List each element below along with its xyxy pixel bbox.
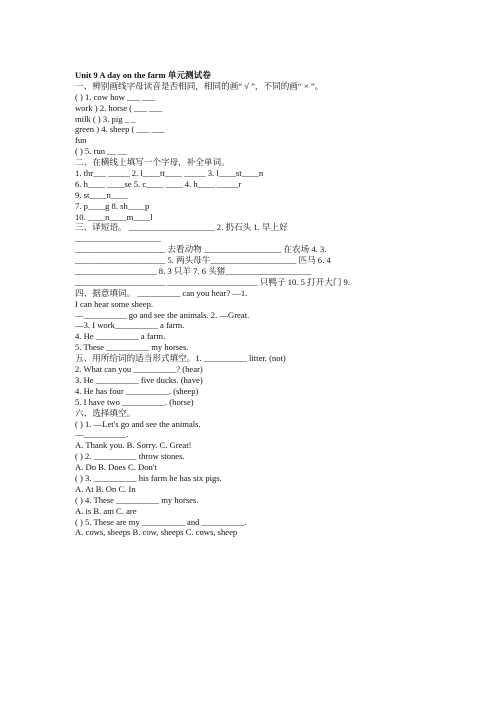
s1-question-2: work ) 2. horse ( ___ ___ xyxy=(75,102,163,113)
s2-row-4: 7. p____g 8. sh____p xyxy=(75,200,150,211)
s5-row-5: 5. I have two __________. (horse) xyxy=(75,396,194,407)
worksheet-content xyxy=(75,70,420,538)
s4-row-3: —3. I work__________ a farm. xyxy=(75,320,185,331)
s4-row-1: I can hear some sheep. xyxy=(75,298,154,309)
s3-row-3: _____________________ 5. 两头母牛____________________ 匹马 6. 4 xyxy=(75,255,331,266)
s6-q5-options: A. cows, sheeps B. cow, sheeps C. cows, sheep xyxy=(75,527,238,538)
worksheet-title: Unit 9 A day on the farm 单元测试卷 xyxy=(75,70,211,80)
s2-row-5: 10. ____n____m____l xyxy=(75,211,153,222)
s2-row-2: 6. h____ ____se 5. c____ ____ 4. h____ _____r xyxy=(75,178,242,189)
section-3-heading: 三、译短语。 ____________________ 2. 扔石头 1. 早上好 xyxy=(75,222,288,233)
s6-q2-options: A. Do B. Does C. Don't xyxy=(75,462,157,473)
s1-question-5: ( ) 5. run __ __ xyxy=(75,146,127,157)
s1-question-3: milk ( ) 3. pig _ _ xyxy=(75,113,136,124)
s6-q2: ( ) 2. __________ throw stones. xyxy=(75,451,185,462)
s3-row-2: _____________________ 去看动物 __________________ 在农场 4. 3. xyxy=(75,244,327,255)
s2-row-1: 1. thr___ _____ 2. l____tt____ _____ 3. l____st____n xyxy=(75,168,264,179)
s1-word-fun: fun xyxy=(75,135,87,146)
s6-q4-options: A. is B. am C. are xyxy=(75,505,137,516)
section-5-heading: 五、用所给词的适当形式填空。1. __________ litter. (not) xyxy=(75,353,286,364)
s1-question-1: ( ) 1. cow how ___ ___ xyxy=(75,91,155,102)
s5-row-2: 2. What can you __________? (hear) xyxy=(75,364,203,375)
s6-q3-options: A. At B. On C. In xyxy=(75,483,136,494)
s3-row-4: ___________________ 8. 3 只羊 7. 6 头猪____________________ xyxy=(75,266,312,277)
section-6-heading: 六、选择填空。 xyxy=(75,407,136,418)
s3-row-5: _____________________ _____________________ 只鸭子 10. 5 打开大门 9. xyxy=(75,276,351,287)
section-2-heading: 二、在横线上填写一个字母，补全单词。 xyxy=(75,157,230,168)
s5-row-3: 3. He __________ five ducks. (have) xyxy=(75,374,203,385)
section-4-heading: 四、据意填词。 __________ can you hear? —1. xyxy=(75,287,248,298)
s6-q1-reply: —__________. xyxy=(75,429,129,440)
s6-q4: ( ) 4. These __________ my horses. xyxy=(75,494,199,505)
s4-row-5: 5. These __________ my horses. xyxy=(75,342,189,353)
s4-row-4: 4. He __________ a farm. xyxy=(75,331,166,342)
s5-row-4: 4. He has four __________. (sheep) xyxy=(75,385,199,396)
s6-q1-options: A. Thank you. B. Sorry. C. Great! xyxy=(75,440,192,451)
s1-question-4: green ) 4. sheep ( ___ ___ xyxy=(75,124,165,135)
s2-row-3: 9. st____n____ xyxy=(75,189,128,200)
s6-q5: ( ) 5. These are my __________ and __________. xyxy=(75,516,247,527)
s6-q1: ( ) 1. —Let's go and see the animals. xyxy=(75,418,201,429)
s3-row-1: ____________________ xyxy=(75,233,161,244)
s6-q3: ( ) 3. __________ his farm he has six pigs. xyxy=(75,472,222,483)
s4-row-2: —__________ go and see the animals. 2. —Great. xyxy=(75,309,250,320)
section-1-heading: 一、辨别画线字母读音是否相同，相同的画“ √ ”，不同的画“ × ”。 xyxy=(75,80,324,91)
